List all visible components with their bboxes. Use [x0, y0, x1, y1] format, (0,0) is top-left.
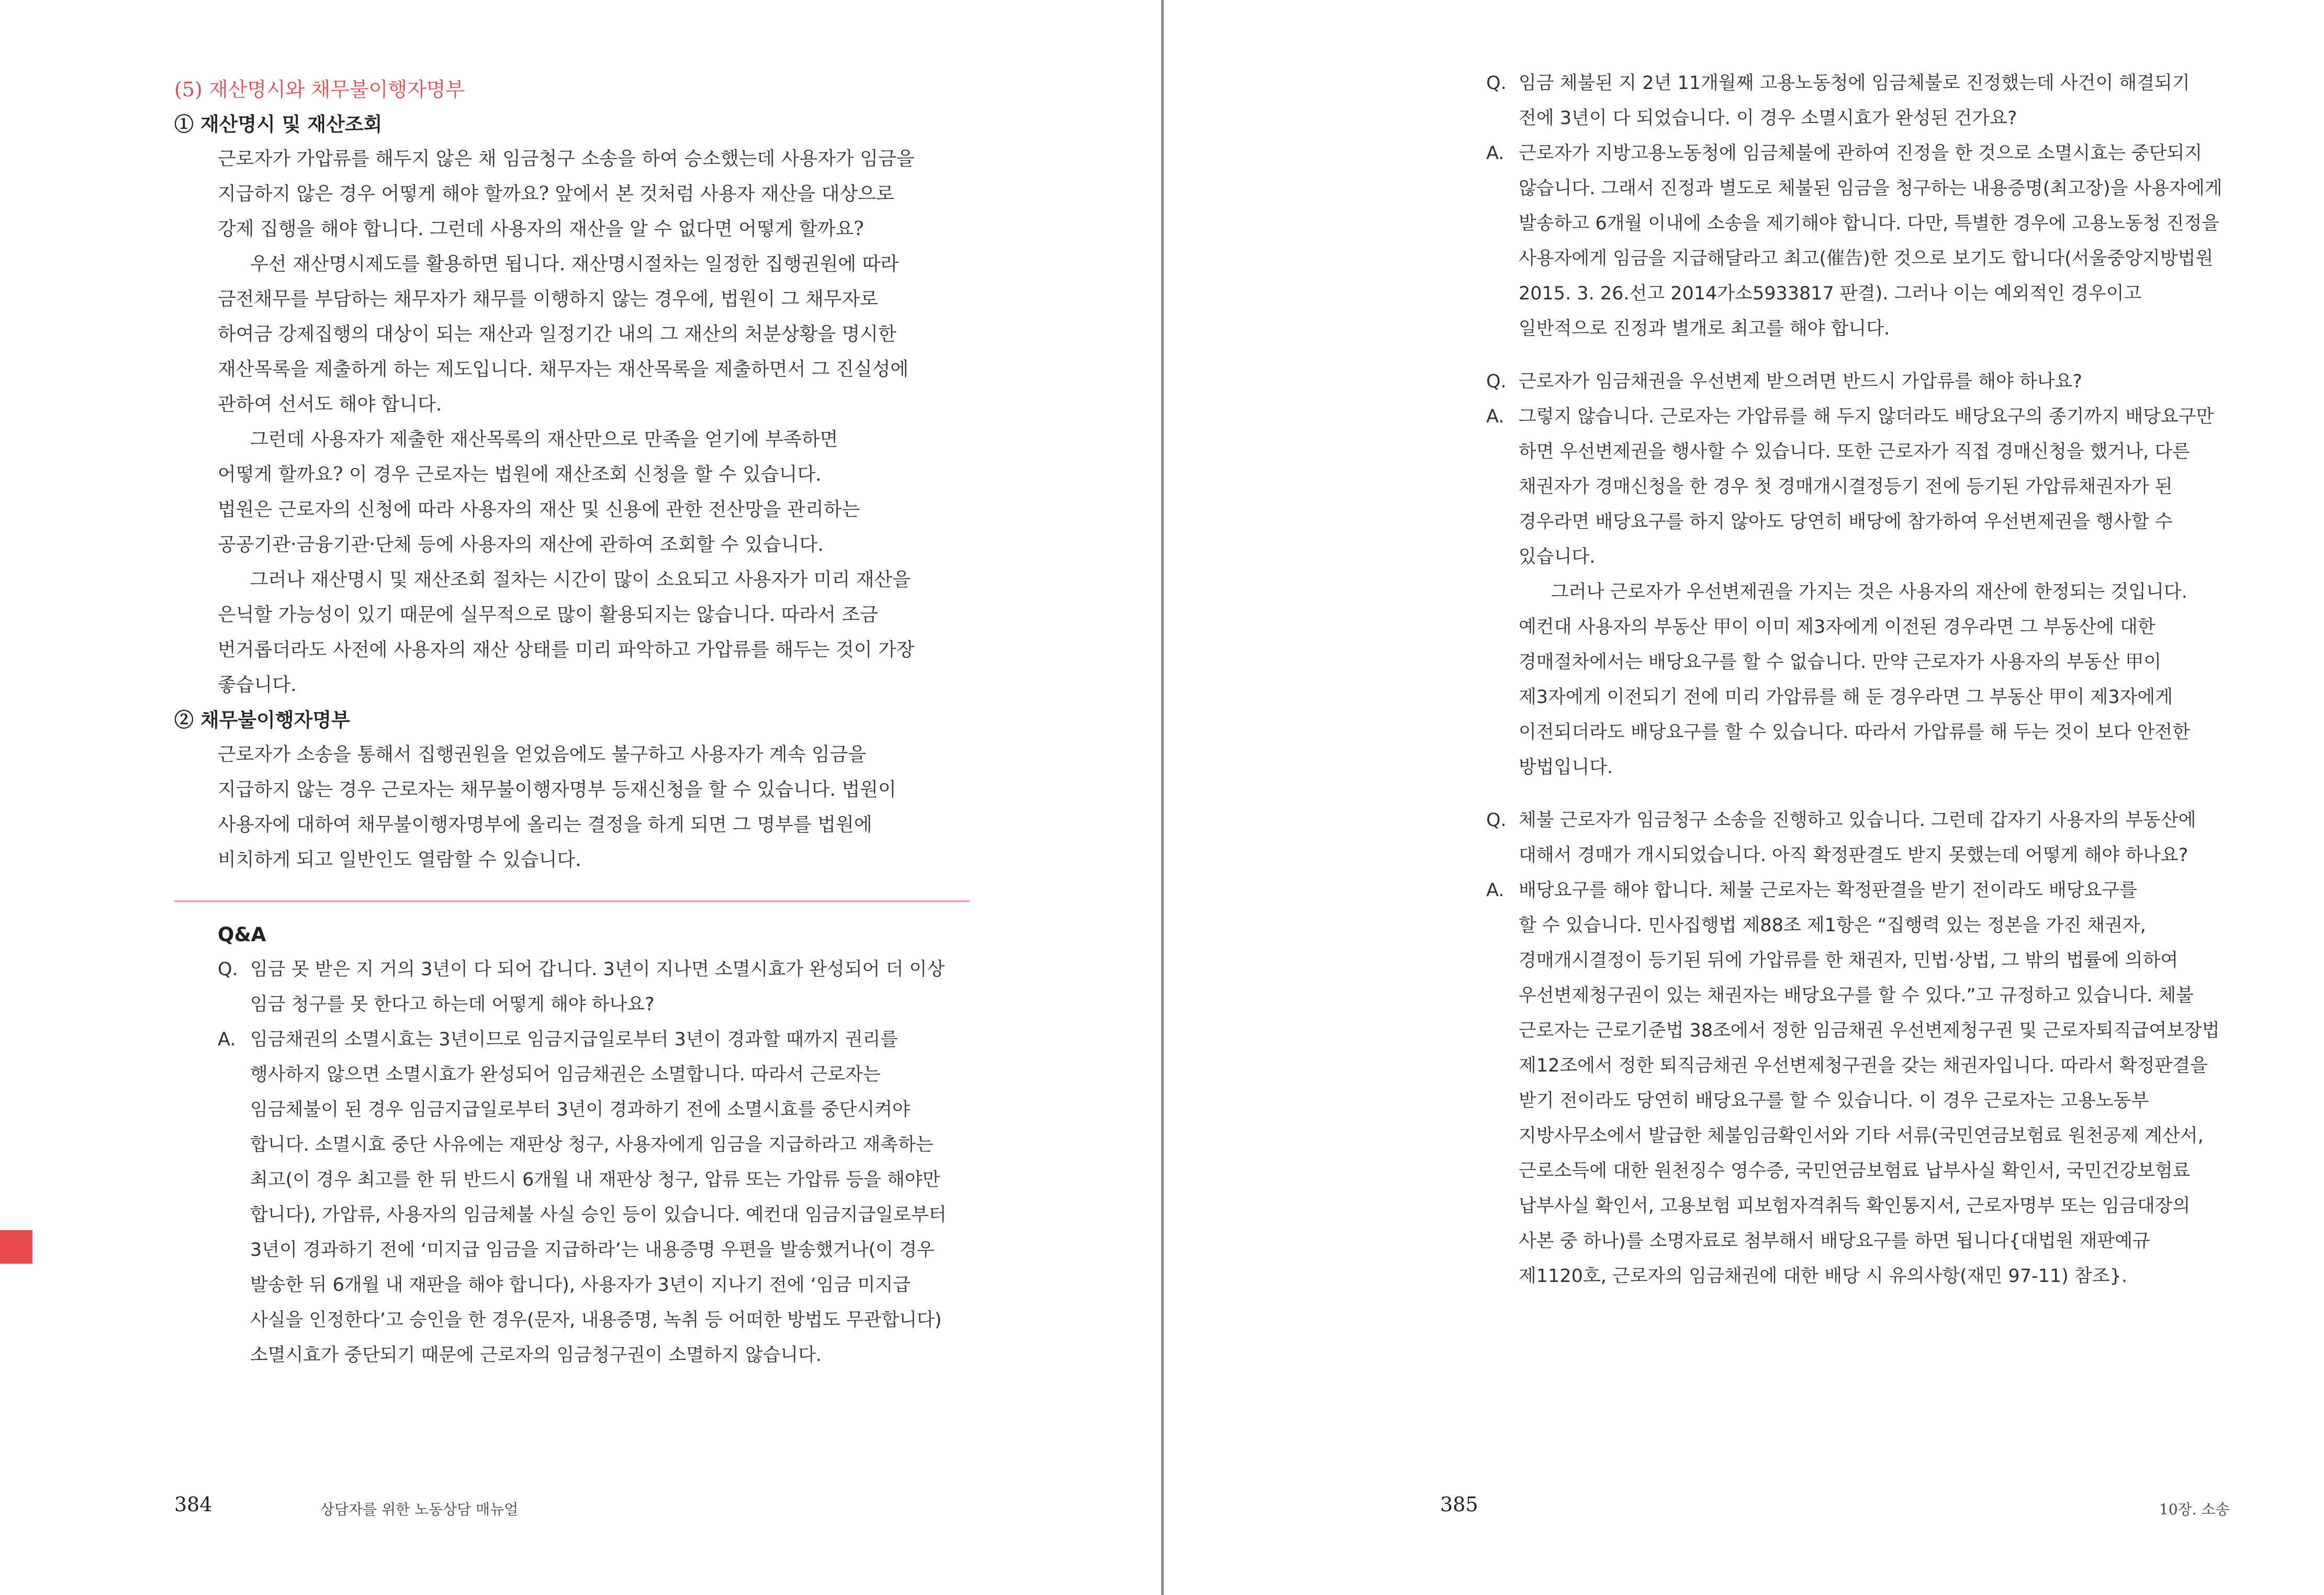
answer-block — [1486, 873, 2250, 1294]
text-line: 행사하지 않으면 소멸시효가 완성되어 임금채권은 소멸합니다. 따라서 근로자는 — [250, 1064, 881, 1085]
answer-block — [218, 1022, 970, 1373]
answer-text — [218, 1022, 970, 1373]
text-line: 합니다), 가압류, 사용자의 임금체불 사실 승인 등이 있습니다. 예컨대 임금지급일로부터 — [250, 1204, 947, 1225]
left-page — [0, 0, 1161, 1595]
asset-disclosure-body — [174, 141, 970, 702]
text-line: 재산목록을 제출하게 하는 제도입니다. 채무자는 재산목록을 제출하면서 그 진실성에 — [218, 359, 909, 380]
text-line: 이전되더라도 배당요구를 할 수 있습니다. 따라서 가압류를 해 두는 것이 보다 안전한 — [1519, 722, 2191, 743]
answer-block — [1486, 399, 2250, 785]
qa-item — [218, 952, 970, 1373]
text-line: 제3자에게 이전되기 전에 미리 가압류를 해 둔 경우라면 그 부동산 甲이 제3자에게 — [1519, 687, 2173, 708]
text-line: 법원은 근로자의 신청에 따라 사용자의 재산 및 신용에 관한 전산망을 관리하는 — [218, 499, 860, 520]
page-number-right: 385 — [1440, 1493, 1478, 1516]
text-line: 사실을 인정한다’고 승인을 한 경우(문자, 내용증명, 녹취 등 어떠한 방법도 무관합니다) — [250, 1310, 942, 1331]
text-line: 2015. 3. 26.선고 2014가소5933817 판결). 그러나 이는 예외적인 경우이고 — [1519, 283, 2142, 304]
text-line: 최고(이 경우 최고를 한 뒤 반드시 6개월 내 재판상 청구, 압류 또는 가압류 등을 해야만 — [250, 1169, 940, 1190]
question-label: Q. — [218, 959, 238, 980]
qa-item — [1486, 803, 2250, 1294]
question-text — [1486, 803, 2250, 873]
text-line: 사용자에게 임금을 지급해달라고 최고(催告)한 것으로 보기도 합니다(서울중앙지방법원 — [1519, 248, 2214, 269]
question-block — [1486, 364, 2250, 399]
subsection-heading-asset-disclosure: ① 재산명시 및 재산조회 — [174, 113, 383, 136]
text-line: 금전채무를 부담하는 채무자가 채무를 이행하지 않는 경우에, 법원이 그 채무자로 — [218, 288, 879, 310]
text-line: 근로자가 소송을 통해서 집행권원을 얻었음에도 불구하고 사용자가 계속 임금을 — [218, 744, 867, 765]
answer-label: A. — [218, 1029, 236, 1050]
page-number-left: 384 — [174, 1493, 212, 1516]
text-line: 사용자에 대하여 채무불이행자명부에 올리는 결정을 하게 되면 그 명부를 법원에 — [218, 814, 872, 835]
text-line: 있습니다. — [1519, 546, 1596, 567]
question-block — [218, 952, 970, 1022]
answer-label: A. — [1486, 880, 1505, 901]
section-divider — [174, 900, 970, 902]
section-title: (5) 재산명시와 채무불이행자명부 — [174, 78, 465, 101]
text-line: 사본 중 하나)를 소명자료로 첨부해서 배당요구를 하면 됩니다{대법원 재판예규 — [1519, 1231, 2150, 1252]
text-line: 3년이 경과하기 전에 ‘미지급 임금을 지급하라’는 내용증명 우편을 발송했거나(이 경우 — [250, 1240, 935, 1261]
text-line: 일반적으로 진정과 별개로 최고를 해야 합니다. — [1519, 318, 1890, 339]
text-line: 할 수 있습니다. 민사집행법 제88조 제1항은 “집행력 있는 정본을 가진 채권자, — [1519, 915, 2146, 936]
text-line: 근로자가 가압류를 해두지 않은 채 임금청구 소송을 하여 승소했는데 사용자가 임금을 — [218, 148, 915, 170]
text-line: 제1120호, 근로자의 임금채권에 대한 배당 시 유의사항(재민 97-11) 참조}. — [1519, 1266, 2128, 1287]
text-line: 그러나 근로자가 우선변제권을 가지는 것은 사용자의 재산에 한정되는 것입니다. — [1551, 582, 2187, 603]
text-line: 발송하고 6개월 이내에 소송을 제기해야 합니다. 다만, 특별한 경우에 고용노동청 진정을 — [1519, 213, 2220, 234]
text-line: 그렇지 않습니다. 근로자는 가압류를 해 두지 않더라도 배당요구의 종기까지 배당요구만 — [1519, 406, 2214, 427]
text-line: 임금체불이 된 경우 임금지급일로부터 3년이 경과하기 전에 소멸시효를 중단시켜야 — [250, 1099, 910, 1120]
answer-label: A. — [1486, 143, 1505, 164]
question-block — [1486, 803, 2250, 873]
text-line: 받기 전이라도 당연히 배당요구를 할 수 있습니다. 이 경우 근로자는 고용노동부 — [1519, 1090, 2149, 1111]
left-qa-list — [218, 952, 970, 1373]
answer-text — [1486, 873, 2250, 1294]
text-line: 지방사무소에서 발급한 체불임금확인서와 기타 서류(국민연금보험료 원천공제 계산서, — [1519, 1125, 2204, 1146]
right-content — [1486, 66, 2250, 1294]
text-line: 납부사실 확인서, 고용보험 피보험자격취득 확인통지서, 근로자명부 또는 임금대장의 — [1519, 1196, 2191, 1217]
text-line: 하면 우선변제권을 행사할 수 있습니다. 또한 근로자가 직접 경매신청을 했거나, 다른 — [1519, 441, 2191, 462]
answer-label: A. — [1486, 406, 1505, 427]
text-line: 관하여 선서도 해야 합니다. — [218, 394, 442, 415]
answer-text — [1486, 399, 2250, 785]
text-line: 경우라면 배당요구를 하지 않아도 당연히 배당에 참가하여 우선변제권을 행사할 수 — [1519, 511, 2173, 532]
text-line: 발송한 뒤 6개월 내 재판을 해야 합니다), 사용자가 3년이 지나기 전에 ‘임금 미지급 — [250, 1275, 911, 1296]
text-line: 우선 재산명시제도를 활용하면 됩니다. 재산명시절차는 일정한 집행권원에 따라 — [250, 253, 899, 275]
question-label: Q. — [1486, 73, 1507, 94]
answer-text — [1486, 136, 2250, 347]
text-line: 비치하게 되고 일반인도 열람할 수 있습니다. — [218, 849, 581, 871]
text-line: 임금채권의 소멸시효는 3년이므로 임금지급일로부터 3년이 경과할 때까지 권리를 — [250, 1029, 899, 1050]
text-line: 근로자가 임금채권을 우선변제 받으려면 반드시 가압류를 해야 하나요? — [1519, 371, 2082, 392]
qa-title: Q&A — [218, 923, 266, 946]
text-line: 임금 못 받은 지 거의 3년이 다 되어 갑니다. 3년이 지나면 소멸시효가 완성되어 더 이상 — [250, 959, 945, 980]
text-line: 공공기관·금융기관·단체 등에 사용자의 재산에 관하여 조회할 수 있습니다. — [218, 534, 824, 555]
text-line: 경매절차에서는 배당요구를 할 수 없습니다. 만약 근로자가 사용자의 부동산 甲이 — [1519, 652, 2162, 673]
book-gutter — [1161, 0, 1164, 1595]
question-block — [1486, 66, 2250, 136]
question-text — [1486, 66, 2250, 136]
question-text — [218, 952, 970, 1022]
question-label: Q. — [1486, 810, 1507, 831]
text-line: 번거롭더라도 사전에 사용자의 재산 상태를 미리 파악하고 가압류를 해두는 것이 가장 — [218, 639, 915, 661]
text-line: 제12조에서 정한 퇴직금채권 우선변제청구권을 갖는 채권자입니다. 따라서 확정판결을 — [1519, 1055, 2208, 1076]
text-line: 강제 집행을 해야 합니다. 그런데 사용자의 재산을 알 수 없다면 어떻게 할까요? — [218, 218, 864, 240]
text-line: 지급하지 않는 경우 근로자는 채무불이행자명부 등재신청을 할 수 있습니다. 법원이 — [218, 779, 896, 800]
question-label: Q. — [1486, 371, 1507, 392]
text-line: 예컨대 사용자의 부동산 甲이 이미 제3자에게 이전된 경우라면 그 부동산에 대한 — [1519, 617, 2155, 638]
text-line: 지급하지 않은 경우 어떻게 해야 할까요? 앞에서 본 것처럼 사용자 재산을 대상으로 — [218, 183, 894, 205]
text-line: 체불 근로자가 임금청구 소송을 진행하고 있습니다. 그런데 갑자기 사용자의 부동산에 — [1519, 810, 2196, 831]
defaulter-list-body — [174, 737, 970, 877]
text-line: 은닉할 가능성이 있기 때문에 실무적으로 많이 활용되지는 않습니다. 따라서 조금 — [218, 604, 879, 626]
right-qa-list — [1486, 66, 2250, 1294]
qa-item — [1486, 66, 2250, 347]
text-line: 임금 체불된 지 2년 11개월째 고용노동청에 임금체불로 진정했는데 사건이 해결되기 — [1519, 73, 2190, 94]
text-line: 근로자는 근로기준법 38조에서 정한 임금채권 우선변제청구권 및 근로자퇴직급여보장법 — [1519, 1020, 2220, 1041]
text-line: 어떻게 할까요? 이 경우 근로자는 법원에 재산조회 신청을 할 수 있습니다. — [218, 464, 822, 485]
text-line: 채권자가 경매신청을 한 경우 첫 경매개시결정등기 전에 등기된 가압류채권자가 된 — [1519, 476, 2173, 497]
qa-item — [1486, 364, 2250, 785]
text-line: 좋습니다. — [218, 674, 297, 696]
text-line: 우선변제청구권이 있는 채권자는 배당요구를 할 수 있다.”고 규정하고 있습니다. 체불 — [1519, 985, 2194, 1006]
text-line: 대해서 경매가 개시되었습니다. 아직 확정판결도 받지 못했는데 어떻게 해야 하나요? — [1519, 845, 2188, 866]
question-text — [1486, 364, 2250, 399]
text-line: 합니다. 소멸시효 중단 사유에는 재판상 청구, 사용자에게 임금을 지급하라고 재촉하는 — [250, 1134, 934, 1155]
text-line: 하여금 강제집행의 대상이 되는 재산과 일정기간 내의 그 재산의 처분상황을 명시한 — [218, 324, 896, 345]
text-line: 근로자가 지방고용노동청에 임금체불에 관하여 진정을 한 것으로 소멸시효는 중단되지 — [1519, 143, 2203, 164]
text-line: 배당요구를 해야 합니다. 체불 근로자는 확정판결을 받기 전이라도 배당요구를 — [1519, 880, 2138, 901]
chapter-tab-marker — [0, 1230, 32, 1264]
text-line: 그러나 재산명시 및 재산조회 절차는 시간이 많이 소요되고 사용자가 미리 재산을 — [250, 569, 911, 590]
left-content — [174, 72, 970, 1373]
text-line: 소멸시효가 중단되기 때문에 근로자의 임금청구권이 소멸하지 않습니다. — [250, 1345, 822, 1366]
text-line: 그런데 사용자가 제출한 재산목록의 재산만으로 만족을 얻기에 부족하면 — [250, 429, 838, 450]
text-line: 경매개시결정이 등기된 뒤에 가압류를 한 채권자, 민법·상법, 그 밖의 법률에 의하여 — [1519, 950, 2179, 971]
answer-block — [1486, 136, 2250, 347]
subsection-heading-defaulter-list: ② 채무불이행자명부 — [174, 708, 350, 731]
text-line: 방법입니다. — [1519, 757, 1613, 778]
running-title-right: 10장. 소송 — [2159, 1501, 2230, 1518]
text-line: 전에 3년이 다 되었습니다. 이 경우 소멸시효가 완성된 건가요? — [1519, 108, 2017, 129]
running-title-left: 상담자를 위한 노동상담 매뉴얼 — [320, 1501, 519, 1518]
text-line: 않습니다. 그래서 진정과 별도로 체불된 임금을 청구하는 내용증명(최고장)을 사용자에게 — [1519, 178, 2222, 199]
text-line: 근로소득에 대한 원천징수 영수증, 국민연금보험료 납부사실 확인서, 국민건강보험료 — [1519, 1161, 2191, 1181]
text-line: 임금 청구를 못 한다고 하는데 어떻게 해야 하나요? — [250, 994, 655, 1015]
